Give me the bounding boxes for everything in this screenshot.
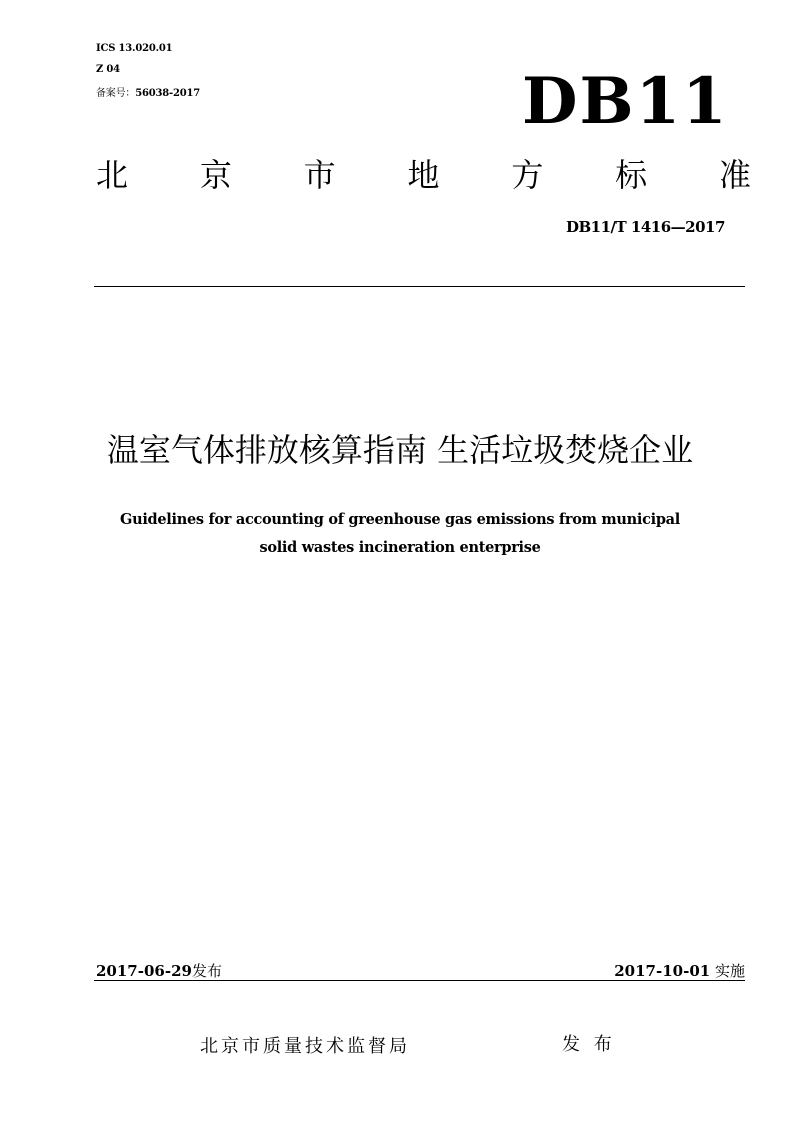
issue-date-line: [96, 960, 222, 981]
category-char: 标: [615, 156, 648, 194]
filing-number: 56038-2017: [135, 88, 200, 99]
implementation-date-line: [614, 960, 745, 981]
title-english-line: solid wastes incineration enterprise: [259, 539, 541, 556]
issue-label: 发布: [191, 962, 222, 980]
implementation-label: 实施: [714, 962, 745, 980]
publisher: 北京市质量技术监督局: [200, 1036, 410, 1057]
standard-category: [96, 153, 751, 197]
category-char: 京: [199, 156, 232, 194]
category-char: 地: [407, 156, 440, 194]
category-char: 北: [96, 156, 129, 194]
top-divider: [94, 286, 745, 287]
category-char: 方: [511, 156, 544, 194]
classification-code: Z 04: [96, 64, 120, 75]
filing-number-line: [96, 84, 200, 99]
standard-code: DB11/T 1416—2017: [566, 218, 725, 236]
category-char: 准: [718, 156, 751, 194]
filing-label: 备案号：: [96, 88, 136, 99]
publish-label: 发 布: [562, 1034, 616, 1055]
implementation-date: 2017-10-01: [614, 962, 711, 980]
title-english-line: Guidelines for accounting of greenhouse gas emissions from municipal: [120, 511, 680, 528]
category-char: 市: [303, 156, 336, 194]
issue-date: 2017-06-29: [96, 962, 192, 980]
ics-code: ICS 13.020.01: [96, 43, 173, 54]
title-english: [0, 506, 800, 562]
bottom-divider: [94, 980, 745, 981]
title-chinese: 温室气体排放核算指南 生活垃圾焚烧企业: [106, 431, 694, 469]
standard-mark: DB11: [522, 64, 729, 139]
